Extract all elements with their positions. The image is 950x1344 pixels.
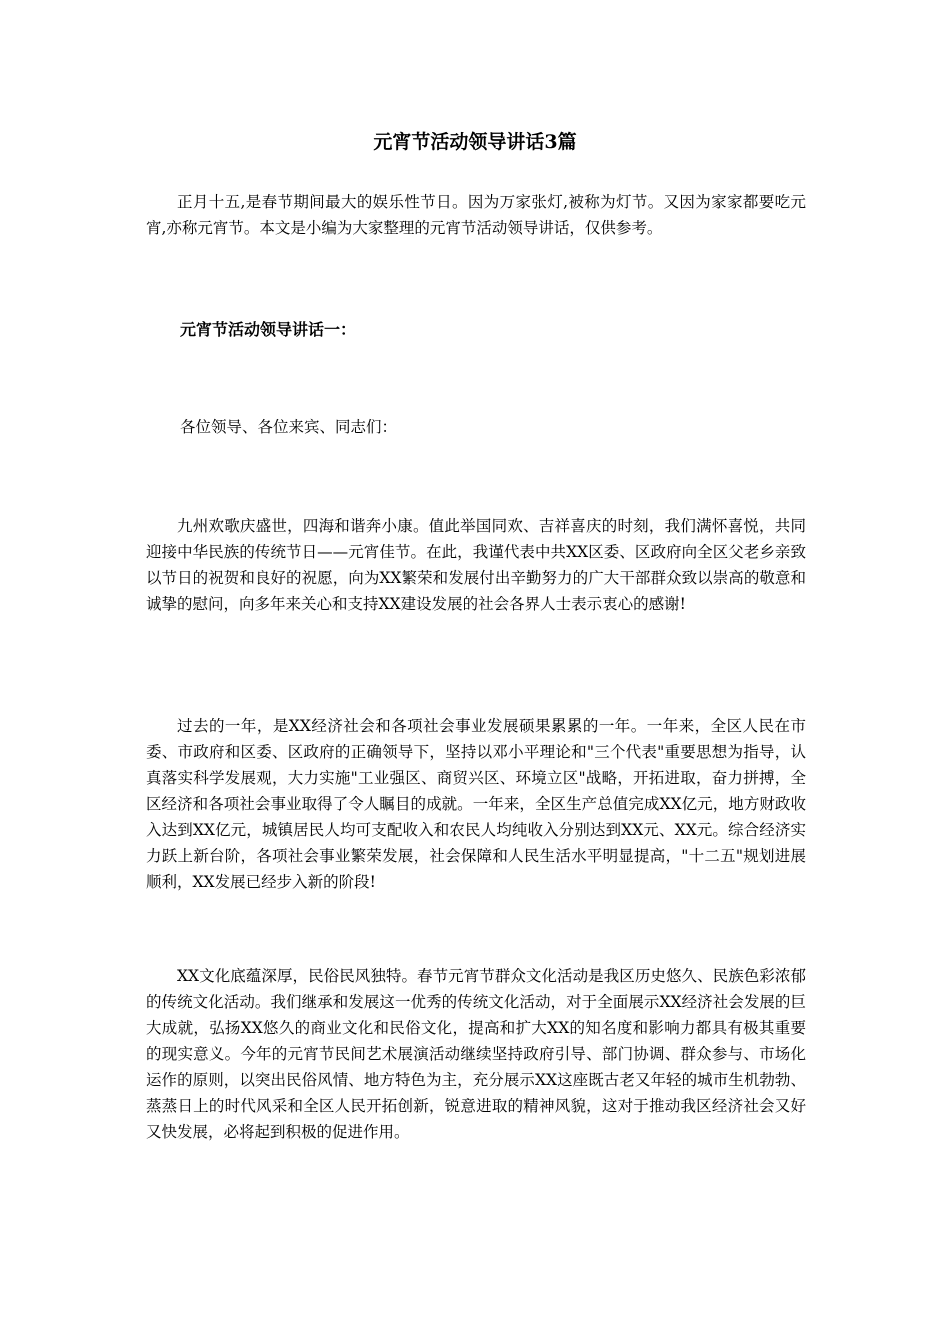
salutation: 各位领导、各位来宾、同志们： (180, 418, 398, 436)
body-paragraph-2: 过去的一年，是XX经济社会和各项社会事业发展硕果累累的一年。一年来，全区人民在市委、市政府和区委、区政府的正确领导下，坚持以邓小平理论和"三个代表"重要思想为指导，认真落实科学发展观，大力实施"工业强区、商贸兴区、环境立区"战略，开拓进取，奋力拼搏，全区经济和各项社会事业取得了令人瞩目的成就。一年来，全区生产总值完成XX亿元，地方财政收入达到XX亿元，城镇居民人均可支配收入和农民人均纯收入分别达到XX元、XX元。综合经济实力跃上新台阶，各项社会事业繁荣发展，社会保障和人民生活水平明显提高，"十二五"规划进展顺利，XX发展已经步入新的阶段! (146, 717, 806, 891)
intro-paragraph: 正月十五,是春节期间最大的娱乐性节日。因为万家张灯,被称为灯节。又因为家家都要吃元宵,亦称元宵节。本文是小编为大家整理的元宵节活动领导讲话，仅供参考。 (146, 193, 806, 237)
section-heading: 元宵节活动领导讲话一： (180, 320, 357, 339)
body-paragraph-3: XX文化底蕴深厚，民俗民风独特。春节元宵节群众文化活动是我区历史悠久、民族色彩浓郁的传统文化活动。我们继承和发展这一优秀的传统文化活动，对于全面展示XX经济社会发展的巨大成就，弘扬XX悠久的商业文化和民俗文化，提高和扩大XX的知名度和影响力都具有极其重要的现实意义。今年的元宵节民间艺术展演活动继续坚持政府引导、部门协调、群众参与、市场化运作的原则，以突出民俗风情、地方特色为主，充分展示XX这座既古老又年轻的城市生机勃勃、蒸蒸日上的时代风采和全区人民开拓创新，锐意进取的精神风貌，这对于推动我区经济社会又好又快发展，必将起到积极的促进作用。 (146, 967, 806, 1141)
document-title: 元宵节活动领导讲话3篇 (373, 131, 577, 153)
body-paragraph-1: 九州欢歌庆盛世，四海和谐奔小康。值此举国同欢、吉祥喜庆的时刻，我们满怀喜悦，共同迎接中华民族的传统节日——元宵佳节。在此，我谨代表中共XX区委、区政府向全区父老乡亲致以节日的祝贺和良好的祝愿，向为XX繁荣和发展付出辛勤努力的广大干部群众致以崇高的敬意和诚挚的慰问，向多年来关心和支持XX建设发展的社会各界人士表示衷心的感谢! (146, 517, 806, 613)
